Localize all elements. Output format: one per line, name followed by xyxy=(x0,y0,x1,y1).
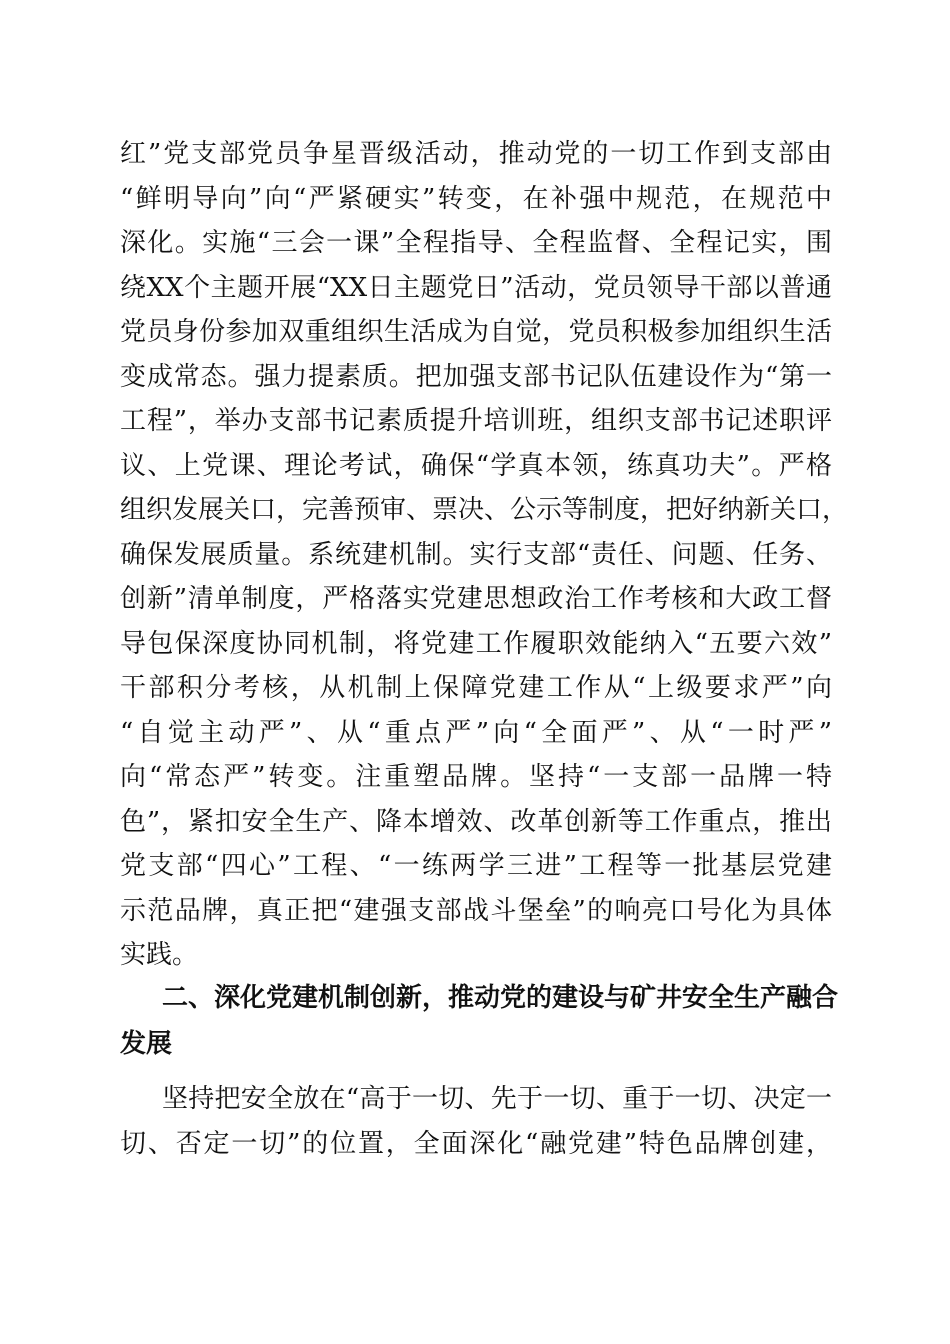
text-line: 导包保深度协同机制，将党建工作履职效能纳入“五要六效” xyxy=(120,628,832,659)
text-line: 创新”清单制度，严格落实党建思想政治工作考核和大政工督 xyxy=(120,584,832,614)
text-line: 工程”，举办支部书记素质提升培训班，组织支部书记述职评 xyxy=(120,406,832,436)
text-line: 向“常态严”转变。注重塑品牌。坚持“一支部一品牌一特 xyxy=(120,762,832,792)
section-heading xyxy=(120,975,839,1067)
heading-line: 发展 xyxy=(120,1029,173,1059)
text-line: 红”党支部党员争星晋级活动，推动党的一切工作到支部由 xyxy=(120,139,832,169)
text-line: 党支部“四心”工程、“一练两学三进”工程等一批基层党建 xyxy=(120,851,832,881)
text-line: 切、否定一切”的位置，全面深化“融党建”特色品牌创建， xyxy=(120,1128,832,1159)
text-line: “鲜明导向”向“严紧硬实”转变，在补强中规范，在规范中 xyxy=(120,183,832,214)
text-line: “自觉主动严”、从“重点严”向“全面严”、从“一时严” xyxy=(120,717,832,748)
text-line: 干部积分考核，从机制上保障党建工作从“上级要求严”向 xyxy=(120,673,832,703)
text-line: 实践。 xyxy=(120,940,199,970)
text-line: 议、上党课、理论考试，确保“学真本领，练真功夫”。严格 xyxy=(120,450,832,481)
text-line: 绕XX个主题开展“XX日主题党日”活动，党员领导干部以普通 xyxy=(120,272,832,303)
text-line: 色”，紧扣安全生产、降本增效、改革创新等工作重点，推出 xyxy=(120,806,832,837)
text-line: 深化。实施“三会一课”全程指导、全程监督、全程记实，围 xyxy=(120,228,832,258)
text-line: 确保发展质量。系统建机制。实行支部“责任、问题、任务、 xyxy=(120,539,832,570)
heading-line: 二、深化党建机制创新，推动党的建设与矿井安全生产融合 xyxy=(162,983,839,1013)
text-line: 坚持把安全放在“高于一切、先于一切、重于一切、决定一 xyxy=(162,1084,832,1114)
body-paragraph-1 xyxy=(120,132,849,978)
text-line: 党员身份参加双重组织生活成为自觉，党员积极参加组织生活 xyxy=(120,317,832,347)
body-paragraph-2 xyxy=(120,1077,832,1166)
text-line: 组织发展关口，完善预审、票决、公示等制度，把好纳新关口， xyxy=(120,495,849,525)
text-line: 示范品牌，真正把“建强支部战斗堡垒”的响亮口号化为具体 xyxy=(120,895,832,926)
text-line: 变成常态。强力提素质。把加强支部书记队伍建设作为“第一 xyxy=(120,361,832,392)
